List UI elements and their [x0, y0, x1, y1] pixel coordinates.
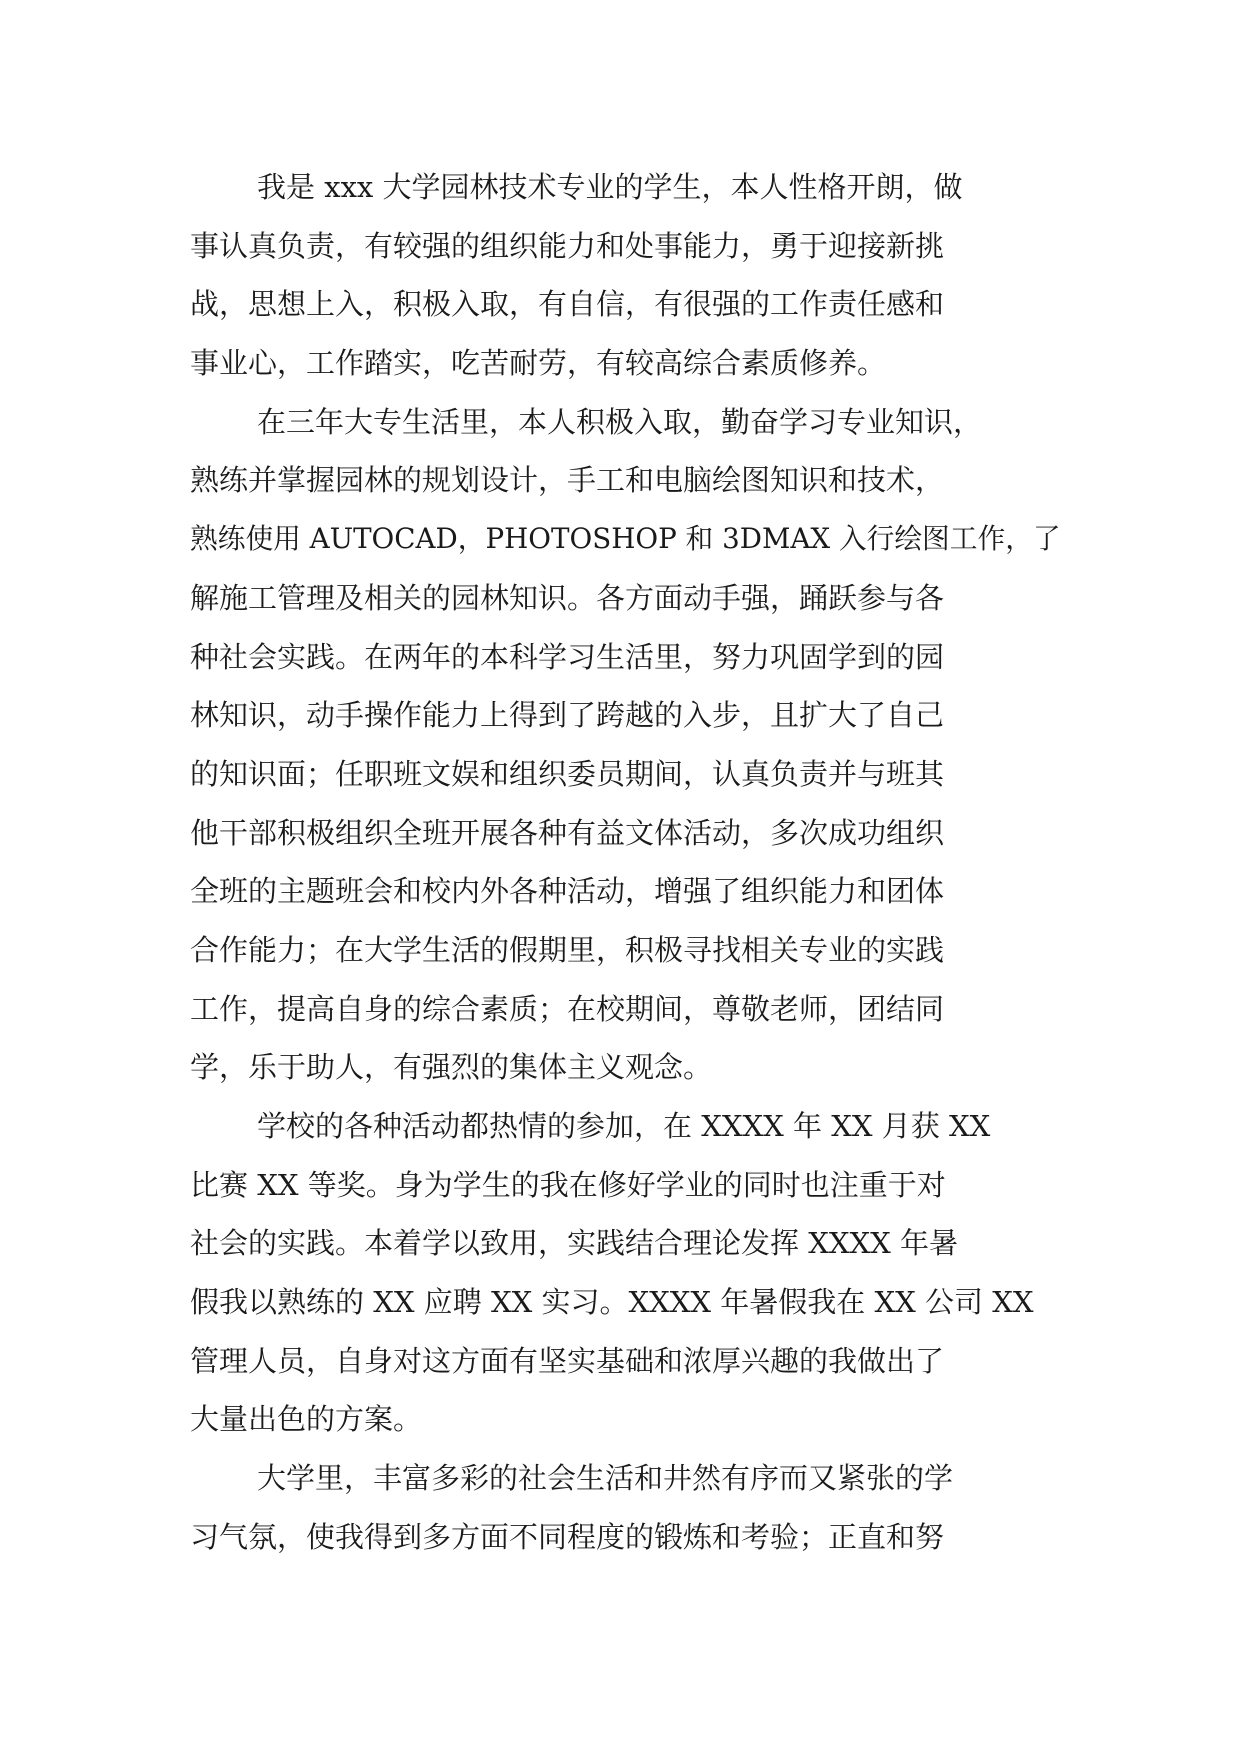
document-line: 事认真负责，有较强的组织能力和处事能力，勇于迎接新挑 [190, 228, 945, 263]
document-line: 习气氛，使我得到多方面不同程度的锻炼和考验；正直和努 [190, 1519, 945, 1554]
document-line: 解施工管理及相关的园林知识。各方面动手强，踊跃参与各 [190, 580, 945, 615]
document-line: 社会的实践。本着学以致用，实践结合理论发挥 XXXX 年暑 [190, 1226, 959, 1261]
document-line: 大量出色的方案。 [190, 1402, 423, 1437]
document-line: 大学里，丰富多彩的社会生活和井然有序而又紧张的学 [257, 1461, 954, 1496]
document-line: 事业心，工作踏实，吃苦耐劳，有较高综合素质修养。 [190, 346, 887, 381]
document-line: 学校的各种活动都热情的参加，在 XXXX 年 XX 月获 XX [257, 1109, 991, 1143]
document-line: 熟练使用 AUTOCAD，PHOTOSHOP 和 3DMAX 入行绘图工作，了 [190, 522, 1061, 556]
document-line: 在三年大专生活里，本人积极入取，勤奋学习专业知识， [257, 404, 983, 439]
document-line: 学，乐于助人，有强烈的集体主义观念。 [190, 1050, 713, 1085]
document-line: 假我以熟练的 XX 应聘 XX 实习。XXXX 年暑假我在 XX 公司 XX [190, 1285, 1034, 1320]
document-line: 我是 xxx 大学园林技术专业的学生，本人性格开朗，做 [257, 170, 963, 204]
document-line: 他干部积极组织全班开展各种有益文体活动，多次成功组织 [190, 815, 945, 850]
document-line: 管理人员，自身对这方面有坚实基础和浓厚兴趣的我做出了 [190, 1343, 945, 1378]
document-line: 种社会实践。在两年的本科学习生活里，努力巩固学到的园 [190, 639, 945, 674]
document-line: 的知识面；任职班文娱和组织委员期间，认真负责并与班其 [190, 756, 945, 791]
document-line: 林知识，动手操作能力上得到了跨越的入步，且扩大了自己 [190, 698, 945, 733]
document-line: 战，思想上入，积极入取，有自信，有很强的工作责任感和 [190, 287, 945, 322]
document-body [190, 158, 1070, 1567]
document-line: 全班的主题班会和校内外各种活动，增强了组织能力和团体 [190, 874, 945, 909]
document-line: 工作，提高自身的综合素质；在校期间，尊敬老师，团结同 [190, 991, 945, 1026]
document-line: 比赛 XX 等奖。身为学生的我在修好学业的同时也注重于对 [190, 1167, 946, 1202]
document-line: 熟练并掌握园林的规划设计，手工和电脑绘图知识和技术， [190, 463, 945, 498]
document-line: 合作能力；在大学生活的假期里，积极寻找相关专业的实践 [190, 932, 945, 967]
